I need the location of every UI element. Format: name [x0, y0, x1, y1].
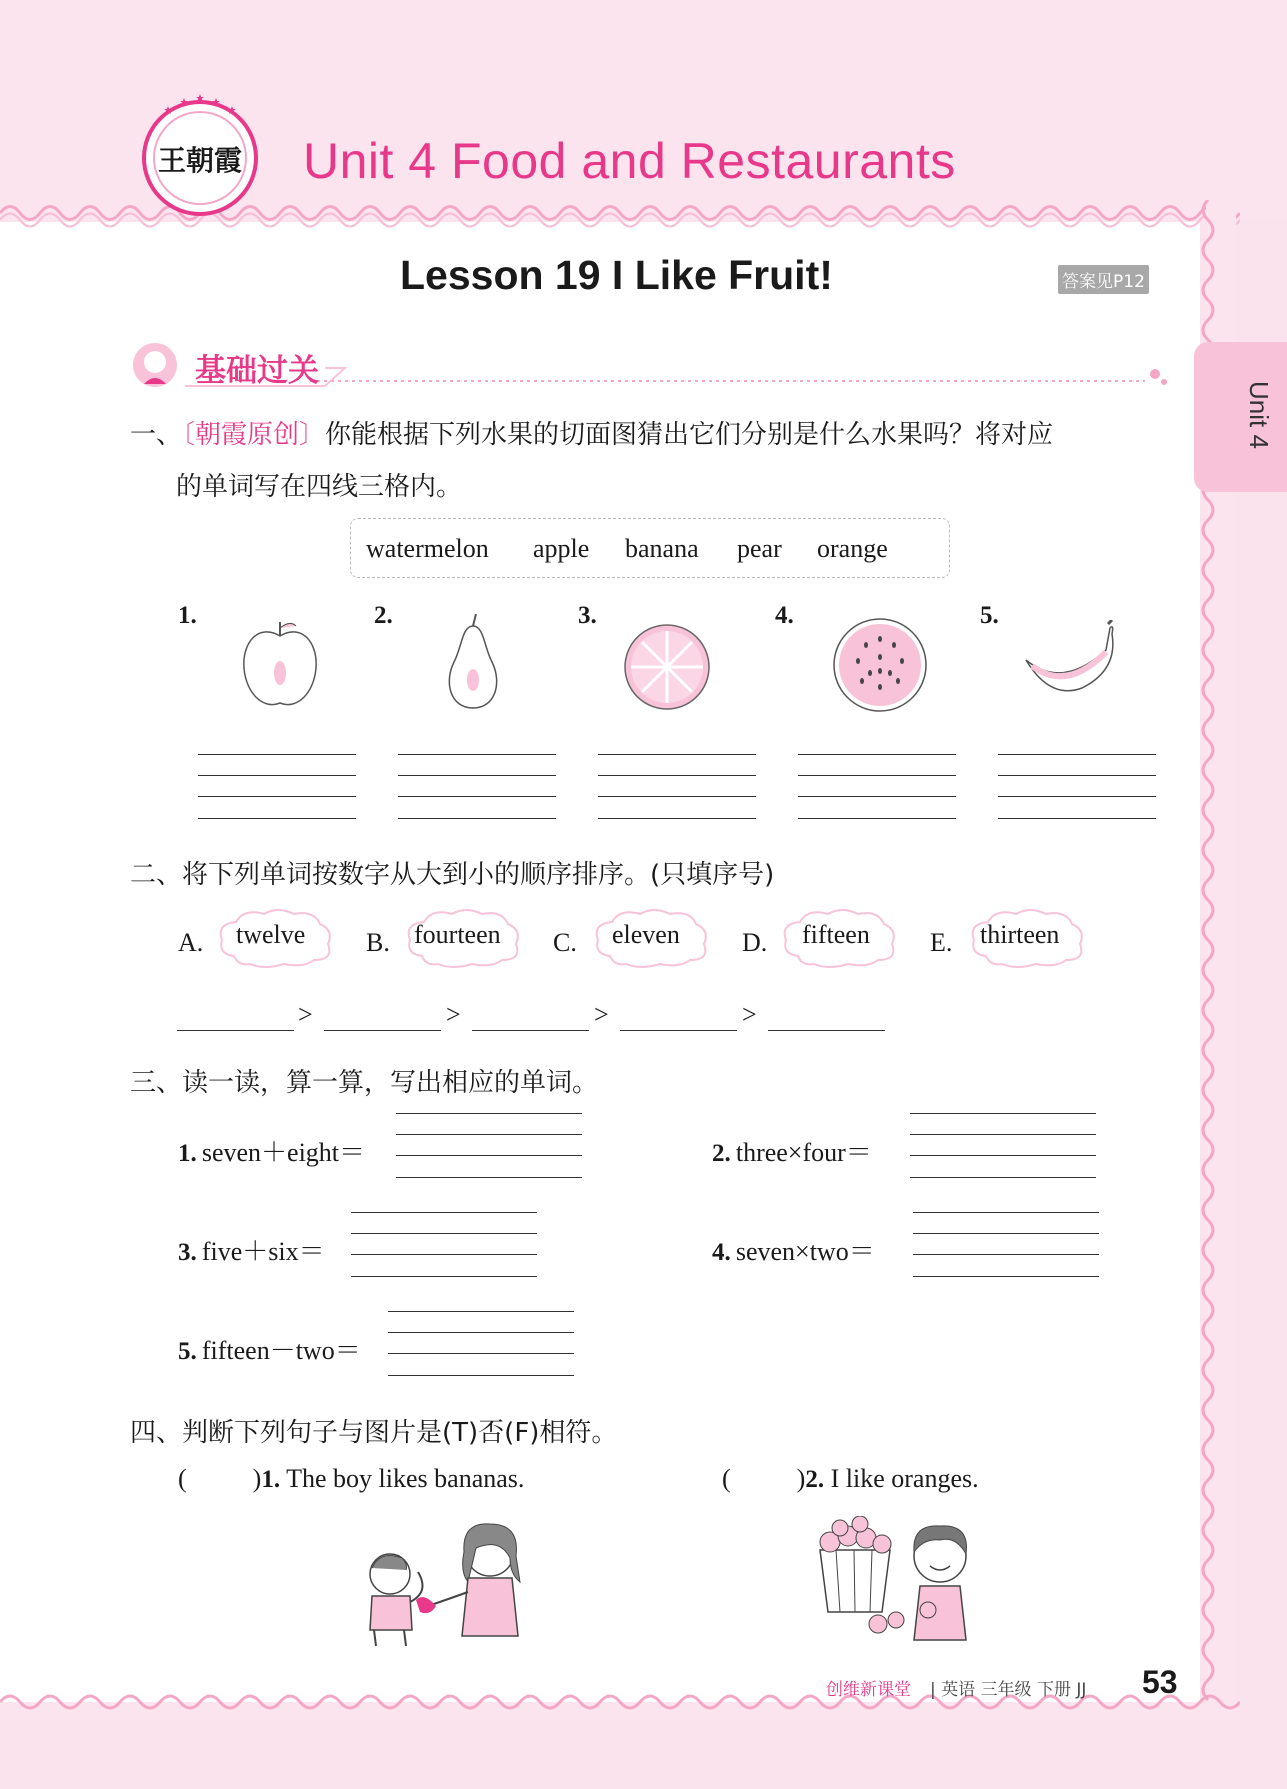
- math-expr: fifteen－two＝: [201, 1336, 361, 1365]
- tf-num: 2.: [805, 1466, 825, 1493]
- greater-than: >: [298, 1000, 313, 1029]
- page-number: 53: [1142, 1664, 1178, 1700]
- option-letter: C.: [553, 928, 577, 957]
- math-expr: three×four＝: [735, 1138, 872, 1167]
- order-blank[interactable]: [768, 1030, 885, 1031]
- answer-lines-2[interactable]: [398, 754, 556, 820]
- logo-text: 王朝霞: [157, 144, 243, 177]
- tf-sentence: I like oranges.: [830, 1464, 979, 1493]
- order-blank[interactable]: [620, 1030, 737, 1031]
- answer-lines-3[interactable]: [598, 754, 756, 820]
- fruit-number: 3.: [578, 602, 597, 629]
- math-answer-lines-2[interactable]: [910, 1113, 1096, 1179]
- greater-than: >: [594, 1000, 609, 1029]
- math-expr: seven＋eight＝: [201, 1138, 366, 1167]
- q3-instruction: 三、读一读，算一算，写出相应的单词。: [130, 1068, 599, 1098]
- math-answer-lines-5[interactable]: [388, 1311, 574, 1377]
- word-bank-item: orange: [817, 534, 888, 563]
- q4-instruction: 四、判断下列句子与图片是(T)否(F)相符。: [130, 1418, 618, 1448]
- footer-book-info: | 英语 三年级 下册 JJ: [930, 1680, 1087, 1700]
- q1-tag: 〔朝霞原创〕: [182, 420, 326, 450]
- unit-title: Unit 4 Food and Restaurants: [303, 133, 956, 189]
- option-word: fifteen: [802, 920, 870, 949]
- footer-brand: 创维新课堂: [826, 1680, 911, 1700]
- math-num: 5.: [178, 1338, 197, 1365]
- tf-item-2: [722, 1464, 979, 1494]
- q1-text: 你能根据下列水果的切面图猜出它们分别是什么水果吗？将对应: [325, 420, 1054, 450]
- q1-prefix: 一、: [130, 420, 183, 450]
- math-answer-lines-1[interactable]: [396, 1113, 582, 1179]
- math-item-3: [178, 1231, 325, 1268]
- paren-open: (: [178, 1464, 187, 1493]
- math-item-5: [178, 1330, 361, 1367]
- word-bank-item: watermelon: [366, 534, 489, 563]
- option-letter: B.: [366, 928, 390, 957]
- tf-num: 1.: [261, 1466, 281, 1493]
- math-num: 3.: [178, 1239, 197, 1266]
- paren-open: (: [722, 1464, 731, 1493]
- option-letter: D.: [742, 928, 768, 957]
- paren-close: ): [796, 1464, 806, 1493]
- math-item-4: [712, 1231, 875, 1268]
- q1-line1: [130, 414, 1053, 451]
- word-bank-item: banana: [625, 534, 699, 563]
- math-expr: seven×two＝: [735, 1237, 875, 1266]
- math-expr: five＋six＝: [201, 1237, 325, 1266]
- answer-reference-badge: 答案见P12: [1058, 265, 1149, 294]
- math-answer-lines-4[interactable]: [913, 1212, 1099, 1278]
- brand-logo: [138, 88, 262, 218]
- order-blank[interactable]: [324, 1030, 441, 1031]
- tf-sentence: The boy likes bananas.: [286, 1464, 525, 1493]
- paren-close: ): [252, 1464, 262, 1493]
- math-num: 2.: [712, 1140, 731, 1167]
- order-blank[interactable]: [472, 1030, 589, 1031]
- basket-apples-boy-illustration: [816, 1516, 996, 1646]
- math-item-1: [178, 1132, 365, 1169]
- tf-item-1: [178, 1464, 524, 1494]
- answer-lines-4[interactable]: [798, 754, 956, 820]
- answer-lines-5[interactable]: [998, 754, 1156, 820]
- orange-slice-icon: [622, 622, 712, 712]
- q1-line2: 的单词写在四线三格内。: [176, 472, 463, 502]
- order-blank[interactable]: [177, 1030, 294, 1031]
- option-letter: A.: [178, 928, 204, 957]
- option-word: thirteen: [980, 920, 1060, 949]
- watermelon-slice-icon: [832, 617, 928, 713]
- banana-icon: [1022, 620, 1118, 700]
- greater-than: >: [446, 1000, 461, 1029]
- apple-slice-icon: [238, 618, 322, 713]
- fruit-number: 2.: [374, 602, 393, 629]
- lesson-title: Lesson 19 I Like Fruit!: [400, 252, 833, 298]
- option-word: eleven: [612, 920, 680, 949]
- word-bank-item: apple: [533, 534, 590, 563]
- option-letter: E.: [930, 928, 953, 957]
- fruit-number: 1.: [178, 602, 197, 629]
- q2-instruction: 二、将下列单词按数字从大到小的顺序排序。(只填序号): [130, 860, 775, 890]
- math-num: 1.: [178, 1140, 197, 1167]
- fruit-number: 5.: [980, 602, 999, 629]
- word-bank: [350, 518, 950, 578]
- math-num: 4.: [712, 1239, 731, 1266]
- pear-slice-icon: [440, 612, 506, 712]
- option-word: fourteen: [414, 920, 501, 949]
- greater-than: >: [742, 1000, 757, 1029]
- math-answer-lines-3[interactable]: [351, 1212, 537, 1278]
- fruit-number: 4.: [775, 602, 794, 629]
- word-bank-item: pear: [737, 534, 782, 563]
- boy-girl-banana-illustration: [350, 1512, 540, 1648]
- section-title: 基础过关: [195, 353, 319, 389]
- side-tab-label: Unit 4: [1244, 381, 1274, 449]
- math-item-2: [712, 1132, 872, 1169]
- answer-lines-1[interactable]: [198, 754, 356, 820]
- option-word: twelve: [236, 920, 306, 949]
